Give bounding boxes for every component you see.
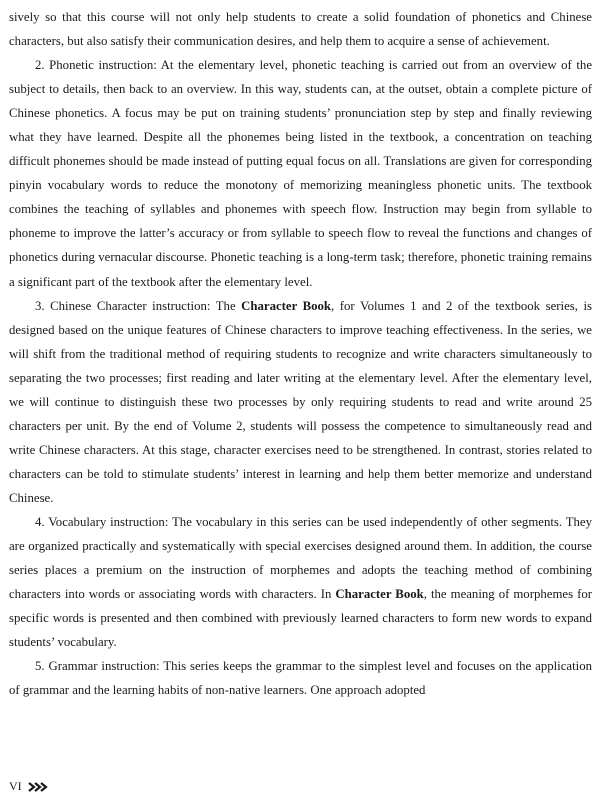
paragraph-text: 5. Grammar instruction: This series keeps the grammar to the simplest level and focuses on the application of grammar and the learning habits of non-native learners. One approach adopted [9, 659, 592, 698]
double-chevron-right-icon [28, 782, 48, 792]
paragraph [9, 654, 592, 702]
bold-book-title: Character Book [241, 298, 332, 313]
paragraph-text: 3. Chinese Character instruction: The [35, 298, 242, 313]
paragraph-text: , the meaning of morphemes for specific words is presented and then combined with previously learned characters to form new words to expand students’ vocabulary. [9, 587, 592, 650]
paragraph [9, 294, 592, 510]
body-text [9, 5, 592, 702]
paragraph-text: sively so that this course will not only help students to create a solid foundation of phonetics and Chinese characters, but also satisfy their communication desires, and help them to acquire a sense of achievement. [9, 10, 592, 49]
paragraph-text: 4. Vocabulary instruction: The vocabulary in this series can be used independently of other segments. They are organized practically and systematically with special exercises designed around them. In addition, the course series places a premium on the instruction of morphemes and adopts the teaching method of combining characters into words or associating words with characters. In [9, 514, 592, 602]
paragraph-text: 2. Phonetic instruction: At the elementary level, phonetic teaching is carried out from an overview of the subject to details, then back to an overview. In this way, students can, at the outset, obtain a complete picture of Chinese phonetics. A focus may be put on training students’ pronunciation step by step and finally reviewing what they have learned. Despite all the phonemes being listed in the textbook, a concentration on teaching difficult phonemes should be made instead of putting equal focus on all. Translations are given for corresponding pinyin vocabulary words to reduce the monotony of memorizing meaningless phonetic units. The textbook combines the teaching of syllables and phonemes with speech flow. Instruction may begin from syllable to phoneme to improve the latter’s accuracy or from syllable to speech flow to reveal the functions and changes of phonetics during vernacular discourse. Phonetic teaching is a long-term task; therefore, phonetic training remains a significant part of the textbook after the elementary level. [9, 58, 592, 289]
paragraph-text: , for Volumes 1 and 2 of the textbook series, is designed based on the unique features of Chinese characters to improve teaching effectiveness. In the series, we will shift from the traditional method of requiring students to recognize and write characters simultaneously to separating the two processes; first reading and later writing at the elementary level. After the elementary level, we will continue to distinguish these two processes by only requiring students to read and write around 25 characters per unit. By the end of Volume 2, students will possess the competence to simultaneously read and write Chinese characters. At this stage, character exercises need to be strengthened. In contrast, stories related to characters can be told to stimulate students’ interest in learning and help them better memorize and understand Chinese. [9, 298, 592, 505]
bold-book-title: Character Book [335, 587, 424, 602]
page-number: VI [9, 779, 22, 793]
page-footer [9, 779, 48, 794]
paragraph [9, 5, 592, 53]
paragraph [9, 53, 592, 293]
paragraph [9, 510, 592, 654]
